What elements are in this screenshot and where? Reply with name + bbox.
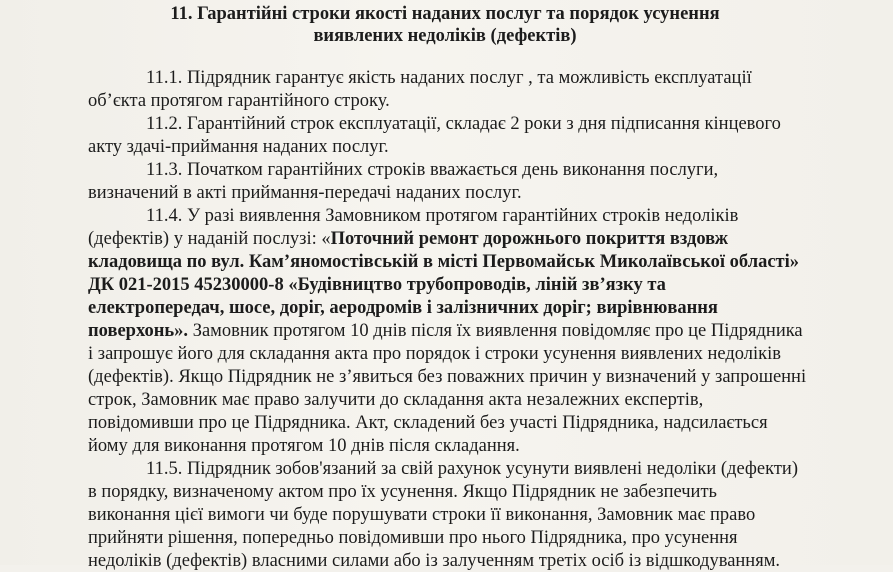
p4-line-10: повідомивши про це Підрядника. Акт, складений без участі Підрядника, надсилається <box>88 413 768 433</box>
section-title-line-2: виявлених недоліків (дефектів) <box>313 26 577 46</box>
p4-line-1: 11.4. У разі виявлення Замовником протягом гарантійних строків недоліків <box>146 206 739 226</box>
p4-line-11: йому для виконання протягом 10 днів після складання. <box>88 436 520 456</box>
p1-line-2: об’єкта протягом гарантійного строку. <box>88 91 390 111</box>
p4-line-6-bold: поверхонь». <box>88 321 189 341</box>
p1-line-1: 11.1. Підрядник гарантує якість наданих послуг , та можливість експлуатації <box>146 68 752 88</box>
p4-line-4: ДК 021-2015 45230000-8 «Будівництво трубопроводів, ліній зв’язку та <box>88 275 666 295</box>
p4-line-6 <box>88 320 803 342</box>
p4-line-9: строк, Замовник має право залучити до складання акта незалежних експертів, <box>88 390 704 410</box>
p2-line-2: акту здачі-приймання наданих послуг. <box>88 137 389 157</box>
p4-line-5: електропередач, шосе, доріг, аеродромів і залізничних доріг; вирівнювання <box>88 298 718 318</box>
p4-line-2 <box>88 228 728 250</box>
p5-line-4: прийняти рішення, попередньо повідомивши про нього Підрядника, про усунення <box>88 528 738 548</box>
p4-line-8: (дефектів). Якщо Підрядник не з’явиться без поважних причин у визначений у запрошенні <box>88 367 807 387</box>
section-title-line-1: 11. Гарантійні строки якості наданих послуг та порядок усунення <box>170 4 720 24</box>
p2-line-1: 11.2. Гарантійний строк експлуатації, складає 2 роки з дня підписання кінцевого <box>146 114 781 134</box>
p4-line-7: і запрошує його для складання акта про порядок і строки усунення виявлених недоліків <box>88 344 782 364</box>
p5-line-5: недоліків (дефектів) власними силами або із залученням третіх осіб із відшкодуванням. <box>88 551 781 571</box>
p4-line-6-plain: Замовник протягом 10 днів після їх виявлення повідомляє про це Підрядника <box>188 321 803 341</box>
p3-line-1: 11.3. Початком гарантійних строків вважається день виконання послуги, <box>146 160 719 180</box>
p5-line-1: 11.5. Підрядник зобов'язаний за свій рахунок усунути виявлені недоліки (дефекти) <box>146 459 798 479</box>
p3-line-2: визначений в акті приймання-передачі наданих послуг. <box>88 183 522 203</box>
p4-line-3: кладовища по вул. Кам’яномостівській в місті Первомайськ Миколаївської області» <box>88 252 800 272</box>
p5-line-2: в порядку, визначеному актом про їх усунення. Якщо Підрядник не забезпечить <box>88 482 717 502</box>
p4-line-2-bold: Поточний ремонт дорожнього покриття вздовж <box>330 229 728 249</box>
p5-line-3: виконання цієї вимоги чи буде порушувати строки її виконання, Замовник має право <box>88 505 756 525</box>
p4-line-2-plain: (дефектів) у наданій послузі: « <box>88 229 331 249</box>
